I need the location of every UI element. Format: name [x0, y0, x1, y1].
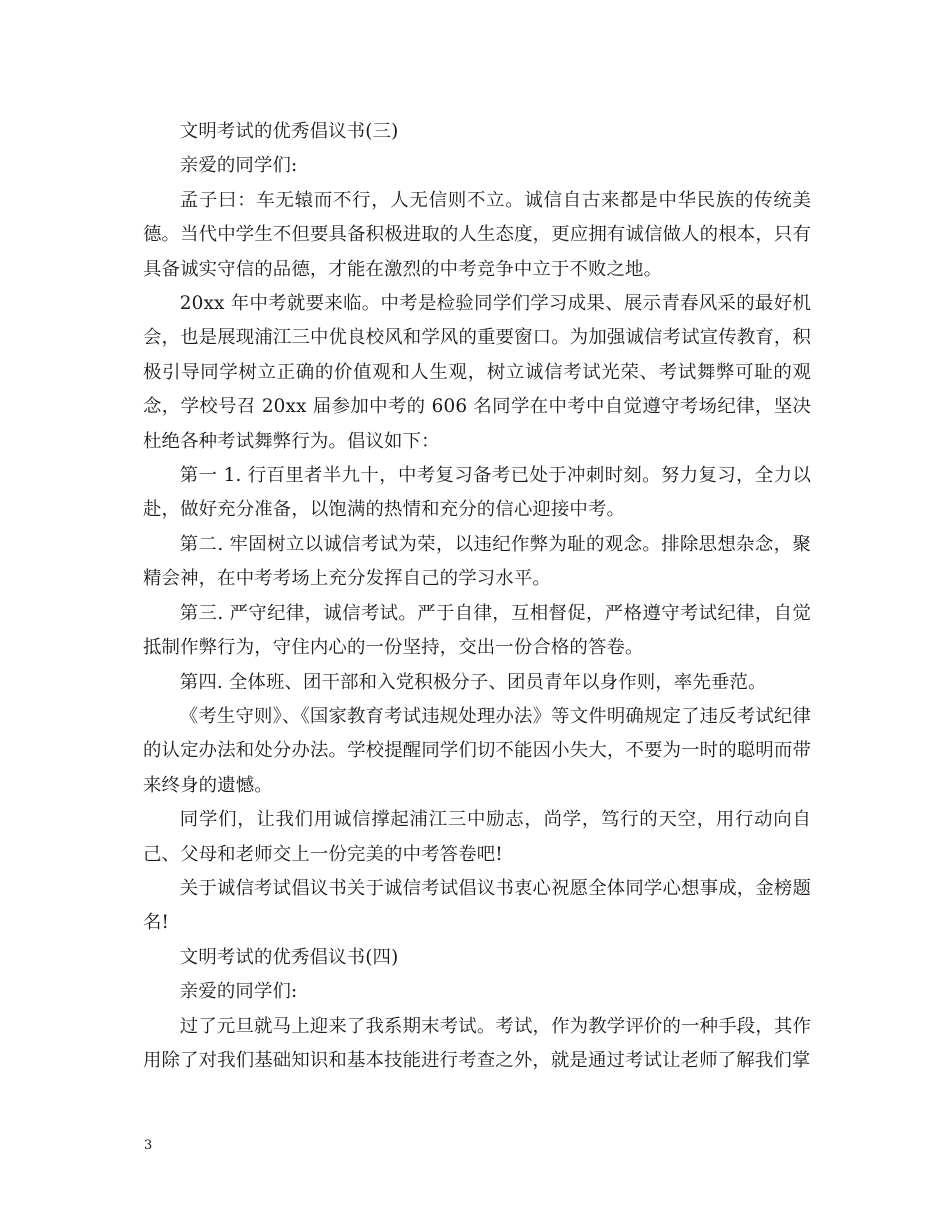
- paragraph-final-exam: 过了元旦就马上迎来了我系期末考试。考试，作为教学评价的一种手段，其作用除了对我们基础知识和基本技能进行考查之外，就是通过考试让老师了解我们掌: [143, 1015, 811, 1071]
- salutation: 亲爱的同学们:: [179, 155, 298, 177]
- proposal-item-second: 第二. 牢固树立以诚信考试为荣，以违纪作弊为耻的观念。排除思想杂念，聚精会神，在中考考场上充分发挥自己的学习水平。: [143, 533, 811, 590]
- section-title-three: 文明考试的优秀倡议书(三): [179, 121, 399, 142]
- paragraph-mencius: 孟子曰：车无辕而不行，人无信则不立。诚信自古来都是中华民族的传统美德。当代中学生不但要具备积极进取的人生态度，更应拥有诚信做人的根本，只有具备诚实守信的品德，才能在激烈的中考竞争中立于不败之地。: [143, 189, 811, 280]
- salutation-second: 亲爱的同学们:: [179, 981, 298, 1003]
- paragraph-exam-intro: 20xx 年中考就要来临。中考是检验同学们学习成果、展示青春风采的最好机会，也是展现浦江三中优良校风和学风的重要窗口。为加强诚信考试宣传教育，积极引导同学树立正确的价值观和人生观，树立诚信考试光荣、考试舞弊可耻的观念，学校号召 20xx 届参加中考的 606 名同学在中考中自觉遵守考场纪律，坚决杜绝各种考试舞弊行为。倡议如下：: [143, 293, 811, 452]
- proposal-item-first: 第一 1. 行百里者半九十，中考复习备考已处于冲刺时刻。努力复习，全力以赴，做好充分准备，以饱满的热情和充分的信心迎接中考。: [143, 465, 811, 521]
- proposal-item-fourth: 第四. 全体班、团干部和入党积极分子、团员青年以身作则，率先垂范。: [179, 671, 767, 693]
- document-body: [143, 115, 811, 1078]
- paragraph-call-to-action: 同学们，让我们用诚信撑起浦江三中励志，尚学，笃行的天空，用行动向自己、父母和老师交上一份完美的中考答卷吧!: [143, 809, 811, 865]
- section-title-four: 文明考试的优秀倡议书(四): [179, 946, 399, 968]
- paragraph-regulations: 《考生守则》、《国家教育考试违规处理办法》等文件明确规定了违反考试纪律的认定办法和处分办法。学校提醒同学们切不能因小失大，不要为一时的聪明而带来终身的遗憾。: [143, 705, 811, 796]
- proposal-item-third: 第三. 严守纪律，诚信考试。严于自律，互相督促，严格遵守考试纪律，自觉抵制作弊行为，守住内心的一份坚持，交出一份合格的答卷。: [143, 602, 811, 659]
- paragraph-best-wishes: 关于诚信考试倡议书关于诚信考试倡议书衷心祝愿全体同学心想事成，金榜题名!: [143, 877, 811, 934]
- page-number: 3: [144, 1138, 153, 1153]
